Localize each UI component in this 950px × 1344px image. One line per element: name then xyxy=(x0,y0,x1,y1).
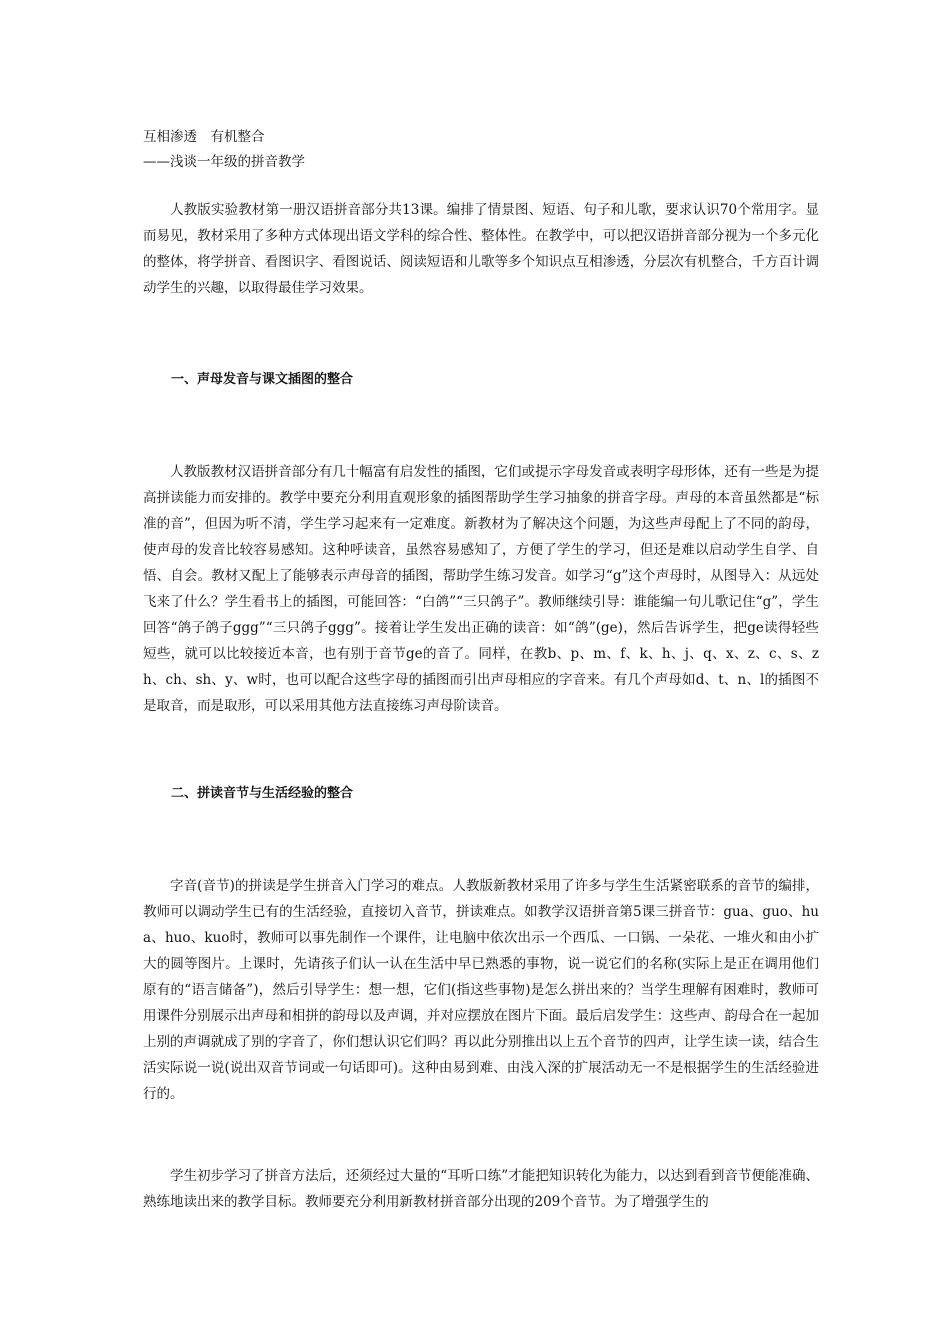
document-title: 互相渗透 有机整合 xyxy=(143,129,265,145)
document-subtitle: ——浅谈一年级的拼音教学 xyxy=(143,154,305,170)
intro-paragraph: 人教版实验教材第一册汉语拼音部分共13课。编排了情景图、短语、句子和儿歌，要求认识70个常用字。显而易见，教材采用了多种方式体现出语文学科的综合性、整体性。在教学中，可以把汉语拼音部分视为一个多元化的整体，将学拼音、看图识字、看图说话、阅读短语和儿歌等多个知识点互相渗透，分层次有机整合，千方百计调动学生的兴趣，以取得最佳学习效果。 xyxy=(143,202,819,296)
section-2-paragraph-2: 学生初步学习了拼音方法后，还须经过大量的“耳听口练”才能把知识转化为能力，以达到看到音节便能准确、熟练地读出来的教学目标。教师要充分利用新教材拼音部分出现的209个音节。为了增强学生的 xyxy=(143,1168,819,1210)
section-2-heading: 二、拼读音节与生活经验的整合 xyxy=(171,786,354,801)
section-1-heading: 一、声母发音与课文插图的整合 xyxy=(171,372,354,387)
section-1-paragraph-1: 人教版教材汉语拼音部分有几十幅富有启发性的插图，它们或提示字母发音或表明字母形体，还有一些是为提高拼读能力而安排的。教学中要充分利用直观形象的插图帮助学生学习抽象的拼音字母。声母的本音虽然都是“标准的音”，但因为听不清，学生学习起来有一定难度。新教材为了解决这个问题，为这些声母配上了不同的韵母，使声母的发音比较容易感知。这种呼读音，虽然容易感知了，方便了学生的学习，但还是难以启动学生自学、自悟、自会。教材又配上了能够表示声母音的插图，帮助学生练习发音。如学习“g”这个声母时，从图导入：从远处飞来了什么？学生看书上的插图，可能回答：“白鸽”“三只鸽子”。教师继续引导：谁能编一句儿歌记住“g”，学生回答“鸽子鸽子ggg”“三只鸽子ggg”。接着让学生发出正确的读音：如“鸽”(ge)，然后告诉学生，把ge读得轻些短些，就可以比较接近本音，也有别于音节ge的音了。同样，在教b、p、m、f、k、h、j、q、x、z、c、s、zh、ch、sh、y、w时，也可以配合这些字母的插图而引出声母相应的字音来。有几个声母如d、t、n、l的插图不是取音，而是取形，可以采用其他方法直接练习声母阶读音。 xyxy=(143,464,819,714)
section-2-paragraph-1: 字音(音节)的拼读是学生拼音入门学习的难点。人教版新教材采用了许多与学生生活紧密联系的音节的编排，教师可以调动学生已有的生活经验，直接切入音节，拼读难点。如教学汉语拼音第5课三拼音节：gua、guo、hua、huo、kuo时，教师可以事先制作一个课件，让电脑中依次出示一个西瓜、一口锅、一朵花、一堆火和由小扩大的圆等图片。上课时，先请孩子们认一认在生活中早已熟悉的事物，说一说它们的名称(实际上是正在调用他们原有的“语言储备”)，然后引导学生：想一想，它们(指这些事物)是怎么拼出来的？当学生理解有困难时，教师可用课件分别展示出声母和相拼的韵母以及声调，并对应摆放在图片下面。最后启发学生：这些声、韵母合在一起加上别的声调就成了别的字音了，你们想认识它们吗？再以此分别推出以上五个音节的四声，让学生读一读，结合生活实际说一说(说出双音节词或一句话即可)。这种由易到难、由浅入深的扩展活动无一不是根据学生的生活经验进行的。 xyxy=(143,878,819,1102)
